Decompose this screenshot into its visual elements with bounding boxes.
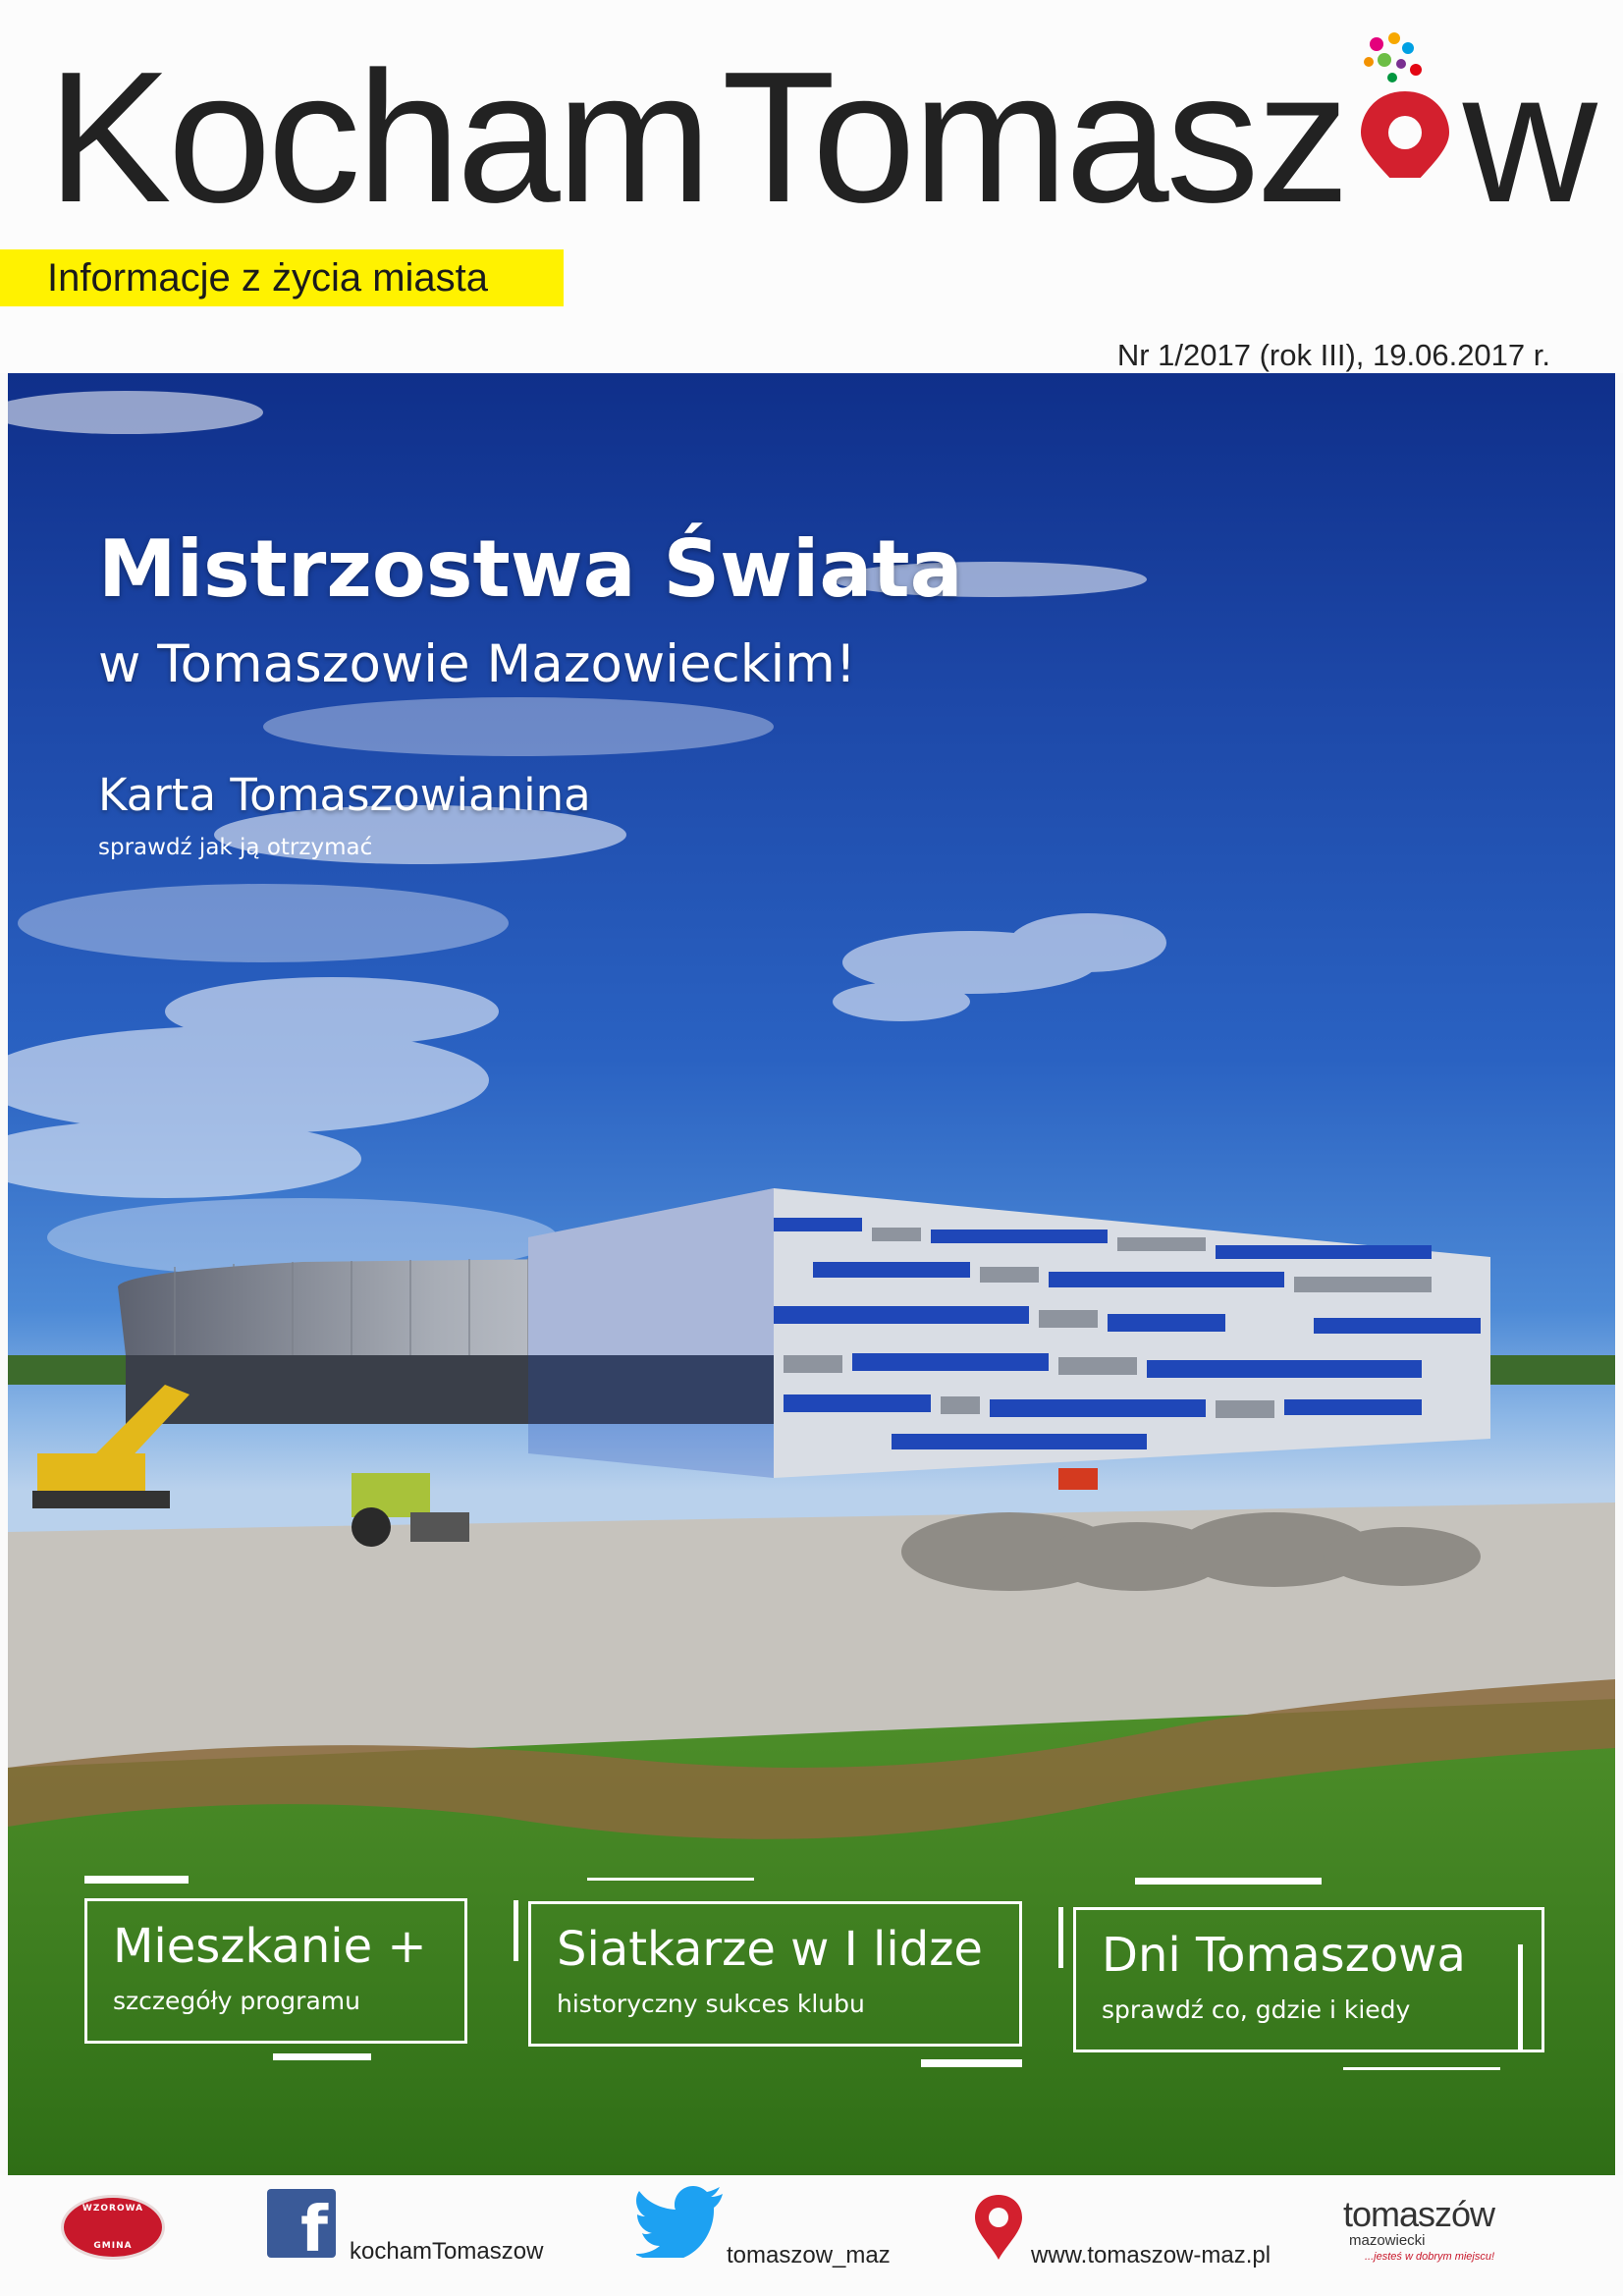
title-tomaszow (722, 33, 1595, 242)
seal-bottom-text: GMINA (93, 2241, 133, 2251)
teaser-title: Mieszkanie + (113, 1919, 427, 1974)
logo-tagline: ...jesteś w dobrym miejscu! (1365, 2251, 1495, 2263)
teaser-siatkarze (528, 1901, 1022, 2047)
tomaszow-mazowiecki-logo (1343, 2195, 1530, 2273)
cover-headline: Mistrzostwa Świata (98, 523, 963, 615)
teaser-subtitle: historyczny sukces klubu (557, 1990, 865, 2018)
title-tomaszow-end: w (1462, 33, 1595, 242)
teaser-subtitle: sprawdź co, gdzie i kiedy (1102, 1995, 1411, 2024)
teaser-2-accent-side (514, 1900, 518, 1961)
cover-photo (8, 373, 1615, 2175)
teaser-dni-tomaszowa (1073, 1907, 1544, 2052)
title-tomaszow-start: Tomasz (722, 33, 1347, 242)
masthead (0, 0, 1623, 373)
teaser-3-accent-top (1135, 1878, 1322, 1885)
card-article-title: Karta Tomaszowianina (98, 769, 591, 821)
card-article-sub: sprawdź jak ją otrzymać (98, 835, 373, 860)
title-kocham: Kocham (47, 33, 709, 242)
facebook-link[interactable]: kochamTomaszow (350, 2238, 544, 2265)
teaser-3-accent-bottom (1343, 2067, 1500, 2070)
teaser-2-accent-top (587, 1878, 754, 1881)
footer (0, 2175, 1623, 2296)
teaser-subtitle: szczegóły programu (113, 1987, 360, 2015)
location-pin-icon[interactable] (972, 2193, 1025, 2262)
issue-info: Nr 1/2017 (rok III), 19.06.2017 r. (1116, 338, 1550, 372)
teaser-title: Dni Tomaszowa (1102, 1928, 1466, 1983)
teaser-1-accent-bottom (273, 2053, 371, 2060)
wzorowa-gmina-seal (61, 2195, 165, 2260)
twitter-link[interactable]: tomaszow_maz (727, 2242, 891, 2269)
teaser-title: Siatkarze w I lidze (557, 1922, 983, 1977)
subtitle: Informacje z życia miasta (47, 256, 489, 300)
facebook-icon[interactable]: f (267, 2189, 336, 2258)
twitter-icon[interactable] (636, 2185, 725, 2258)
teaser-3-accent-side (1058, 1907, 1063, 1968)
teaser-1-accent-top (84, 1876, 189, 1884)
logo-name: tomaszów (1343, 2194, 1495, 2234)
teaser-2-accent-bottom (921, 2059, 1022, 2067)
seal-top-text: WZOROWA (81, 2204, 144, 2214)
cover-headline-sub: w Tomaszowie Mazowieckim! (98, 634, 857, 694)
logo-sub: mazowiecki (1349, 2232, 1426, 2249)
website-link[interactable]: www.tomaszow-maz.pl (1031, 2242, 1271, 2269)
teaser-mieszkanie (84, 1898, 467, 2044)
teaser-3-accent-right (1518, 1944, 1523, 2052)
map-pin-icon (1347, 91, 1463, 207)
